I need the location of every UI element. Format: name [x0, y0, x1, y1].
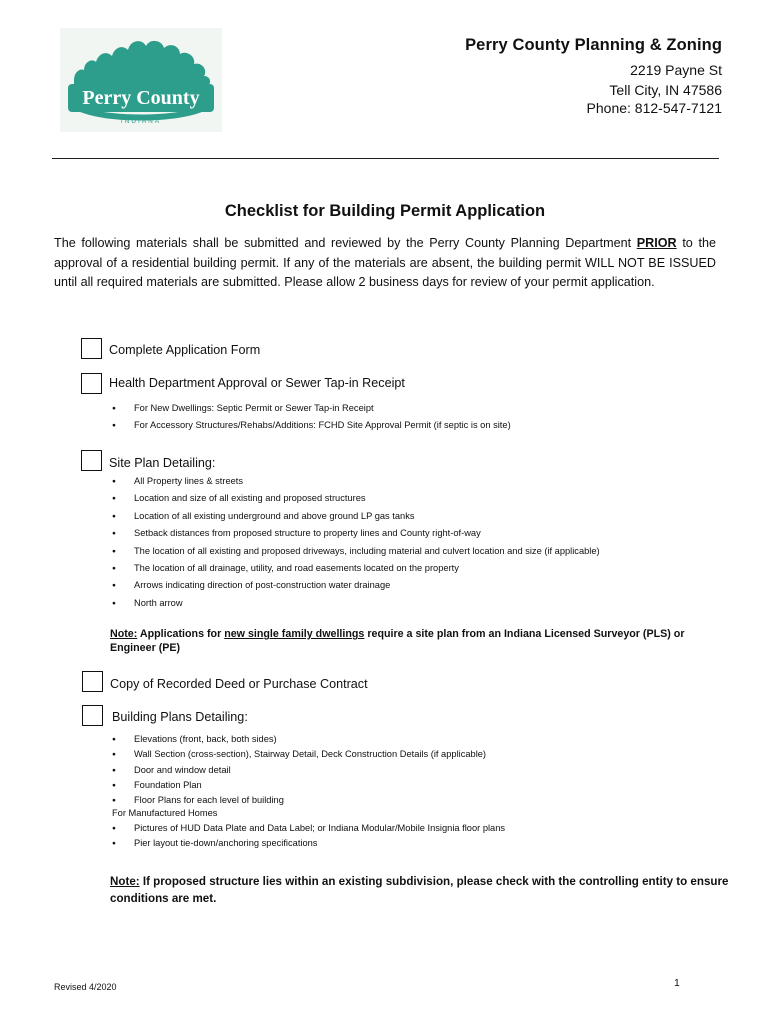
- page-number: 1: [674, 977, 680, 989]
- intro-paragraph: [54, 234, 716, 293]
- list-item: ● Foundation Plan: [110, 778, 486, 793]
- note-label: Note:: [110, 875, 140, 888]
- checkbox-deed[interactable]: [82, 671, 103, 692]
- office-phone: Phone: 812-547-7121: [586, 100, 722, 116]
- subdivision-note: [110, 873, 730, 907]
- office-name: Perry County Planning & Zoning: [465, 36, 722, 54]
- checkbox-application[interactable]: [81, 338, 102, 359]
- revision-date: Revised 4/2020: [54, 982, 117, 992]
- checkbox-building-plans[interactable]: [82, 705, 103, 726]
- list-item: ● For Accessory Structures/Rehabs/Additions: FCHD Site Approval Permit (if septic is on site): [110, 417, 511, 434]
- checklist-label-deed: Copy of Recorded Deed or Purchase Contract: [110, 677, 368, 691]
- site-plan-note: [110, 627, 710, 655]
- list-item: ● Door and window detail: [110, 763, 486, 778]
- list-item: ● All Property lines & streets: [110, 473, 600, 490]
- list-item: ● North arrow: [110, 595, 600, 612]
- list-item: ● Setback distances from proposed structure to property lines and County right-of-way: [110, 525, 600, 542]
- perry-county-logo: [60, 28, 222, 132]
- note-emphasis: new single family dwellings: [224, 628, 365, 640]
- health-items-list: [110, 400, 511, 434]
- intro-prior: PRIOR: [636, 236, 677, 250]
- manufactured-homes-heading: For Manufactured Homes: [112, 808, 218, 818]
- office-street: 2219 Payne St: [630, 62, 722, 78]
- page-title: Checklist for Building Permit Application: [224, 202, 546, 220]
- intro-text-before: The following materials shall be submitted and reviewed by the Perry County Planning Department: [54, 236, 637, 250]
- site-plan-items-list: [110, 473, 600, 612]
- list-item: ● Arrows indicating direction of post-construction water drainage: [110, 577, 600, 594]
- note-label: Note:: [110, 628, 138, 640]
- list-item: ● The location of all existing and proposed driveways, including material and culvert location and size (if applicable): [110, 543, 600, 560]
- logo-name: Perry County: [82, 87, 200, 109]
- intro-text-after: to the approval of a residential building permit. If any of the materials are absent, the building permit WILL NOT BE ISSUED until all required materials are submitted. Please allow 2 business days for review of your permit application.: [54, 236, 716, 289]
- list-item: ● The location of all drainage, utility, and road easements located on the property: [110, 560, 600, 577]
- list-item: ● Wall Section (cross-section), Stairway Detail, Deck Construction Details (if applicable): [110, 747, 486, 762]
- checklist-label-application: Complete Application Form: [109, 343, 261, 357]
- checkbox-site-plan[interactable]: [81, 450, 102, 471]
- list-item: ● Elevations (front, back, both sides): [110, 732, 486, 747]
- checklist-label-building-plans: Building Plans Detailing:: [112, 710, 248, 724]
- manufactured-homes-items-list: [110, 821, 505, 852]
- list-item: ● Location of all existing underground and above ground LP gas tanks: [110, 508, 600, 525]
- logo-graphic: [60, 28, 222, 132]
- header-divider: [52, 158, 719, 159]
- list-item: ● Location and size of all existing and proposed structures: [110, 490, 600, 507]
- list-item: ● For New Dwellings: Septic Permit or Sewer Tap-in Receipt: [110, 400, 511, 417]
- checklist-label-site-plan: Site Plan Detailing:: [109, 456, 216, 470]
- list-item: ● Floor Plans for each level of building: [110, 793, 486, 808]
- list-item: ● Pictures of HUD Data Plate and Data Label; or Indiana Modular/Mobile Insignia floor plans: [110, 821, 505, 836]
- office-city: Tell City, IN 47586: [609, 82, 722, 98]
- checklist-label-health: Health Department Approval or Sewer Tap-in Receipt: [109, 376, 405, 390]
- note-text: If proposed structure lies within an existing subdivision, please check with the controlling entity to ensure conditions are met.: [110, 875, 729, 905]
- list-item: ● Pier layout tie-down/anchoring specifications: [110, 836, 505, 851]
- checkbox-health[interactable]: [81, 373, 102, 394]
- building-plans-items-list: [110, 732, 486, 808]
- logo-state: INDIANA: [120, 118, 162, 125]
- note-text: Applications for: [137, 628, 225, 640]
- note-text: require a site plan from an Indiana Licensed Surveyor (PLS) or Engineer (PE): [110, 628, 685, 654]
